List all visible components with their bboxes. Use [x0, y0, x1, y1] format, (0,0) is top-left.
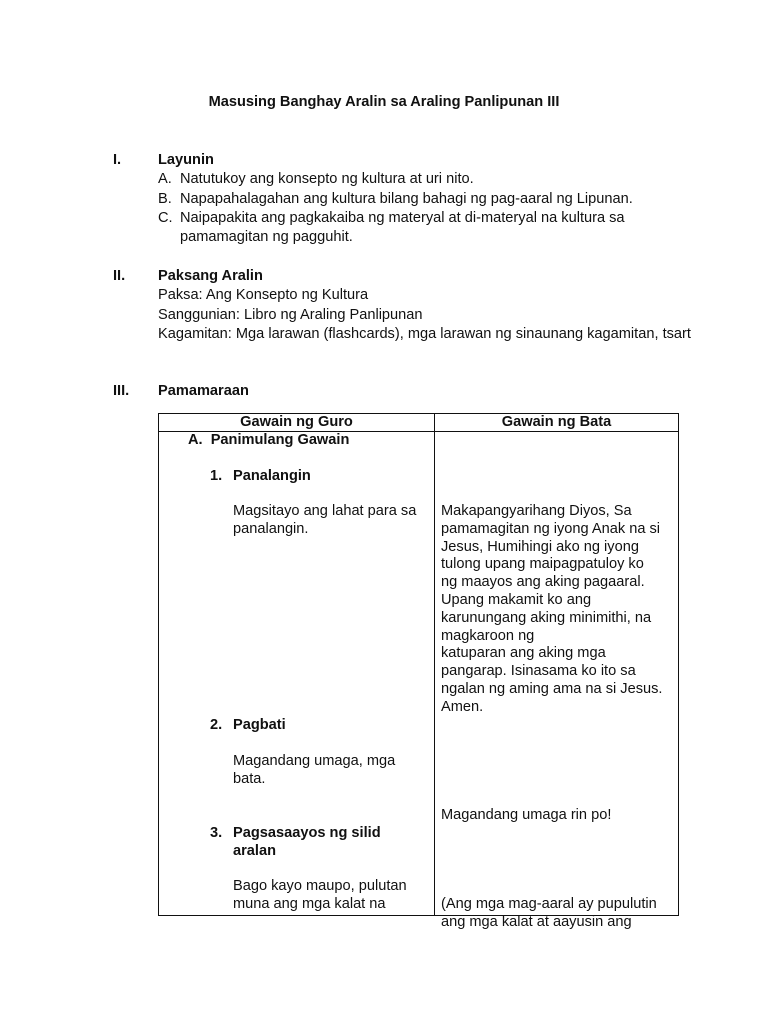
section-pamamaraan: [113, 382, 693, 401]
table-header-row: [159, 414, 679, 432]
bata-cell: [435, 432, 679, 930]
text-line: Bago kayo maupo, pulutan: [233, 878, 407, 894]
text-line: tulong upang maipagpatuloy ko: [441, 556, 644, 573]
step-number: 3.: [210, 825, 223, 841]
step-label: Pagbati: [233, 717, 286, 733]
part-a-heading: [188, 432, 349, 448]
section-heading: Layunin: [158, 152, 214, 168]
sanggunian-line: Sanggunian: Libro ng Araling Panlipunan: [158, 306, 423, 323]
text-line: pamamagitan ng iyong Anak na si: [441, 520, 661, 537]
objectives-list: [158, 170, 693, 247]
section-numeral: I.: [113, 152, 122, 168]
procedure-table: [158, 413, 679, 930]
section-heading: Paksang Aralin: [158, 268, 263, 284]
guro-text: Magsitayo ang lahat para sa panalangin.: [233, 503, 417, 537]
bata-text: [441, 503, 677, 717]
page-title: Masusing Banghay Aralin sa Araling Panlipunan III: [208, 94, 560, 110]
column-header-guro: Gawain ng Guro: [159, 414, 435, 432]
list-marker: A.: [158, 171, 172, 188]
section-numeral: II.: [113, 268, 126, 284]
step-label: [233, 825, 433, 861]
text-line: karunungang aking minimithi, na: [441, 609, 652, 626]
text-line: magkaroon ng: [441, 627, 535, 644]
text-line: katuparan ang aking mga: [441, 645, 606, 662]
section-numeral: III.: [113, 383, 130, 399]
guro-text: [233, 878, 433, 914]
text-line: ang mga kalat at aayusin ang: [441, 913, 632, 930]
part-label: Panimulang Gawain: [210, 432, 350, 448]
bata-text: [441, 896, 677, 932]
table-row: [159, 432, 679, 916]
kagamitan-line: Kagamitan: Mga larawan (flashcards), mga larawan ng sinaunang kagamitan, tsart: [158, 325, 691, 342]
list-item: [158, 170, 693, 189]
text-line: Amen.: [441, 698, 484, 715]
step-number: 2.: [210, 717, 223, 733]
guro-text: Magandang umaga, mga bata.: [233, 753, 396, 787]
column-header-bata: Gawain ng Bata: [435, 414, 679, 432]
list-item-text: Natutukoy ang konsepto ng kultura at uri nito.: [180, 171, 474, 188]
text-line: ng maayos ang aking pagaaral.: [441, 574, 645, 591]
text-line: ngalan ng aming ama na si Jesus.: [441, 680, 663, 697]
list-item: [158, 209, 693, 248]
text-line: muna ang mga kalat na: [233, 895, 386, 912]
text-line: pangarap. Isinasama ko ito sa: [441, 663, 636, 680]
label-line: Pagsasaayos ng silid: [233, 825, 381, 841]
guro-cell: [159, 432, 435, 916]
bata-text: Magandang umaga rin po!: [441, 807, 612, 823]
list-item-text: Naipapakita ang pagkakaiba ng materyal at di-materyal na kultura sa pamamagitan ng pagguhit.: [180, 209, 625, 246]
step-label: Panalangin: [233, 468, 311, 484]
list-item-text: Napapahalagahan ang kultura bilang bahagi ng pag-aaral ng Lipunan.: [180, 190, 633, 207]
text-line: Makapangyarihang Diyos, Sa: [441, 503, 632, 519]
text-line: Jesus, Humihingi ako ng iyong: [441, 538, 639, 555]
paksa-line: Paksa: Ang Konsepto ng Kultura: [158, 287, 369, 304]
label-line: aralan: [233, 842, 276, 859]
text-line: (Ang mga mag-aaral ay pupulutin: [441, 896, 657, 912]
part-marker: A.: [188, 432, 203, 448]
step-number: 1.: [210, 468, 223, 484]
section-layunin: [113, 151, 693, 247]
section-paksang-aralin: [113, 267, 693, 344]
list-marker: C.: [158, 209, 173, 226]
list-item: [158, 190, 693, 209]
text-line: Upang makamit ko ang: [441, 591, 592, 608]
section-heading: Pamamaraan: [158, 383, 249, 399]
list-marker: B.: [158, 190, 172, 207]
